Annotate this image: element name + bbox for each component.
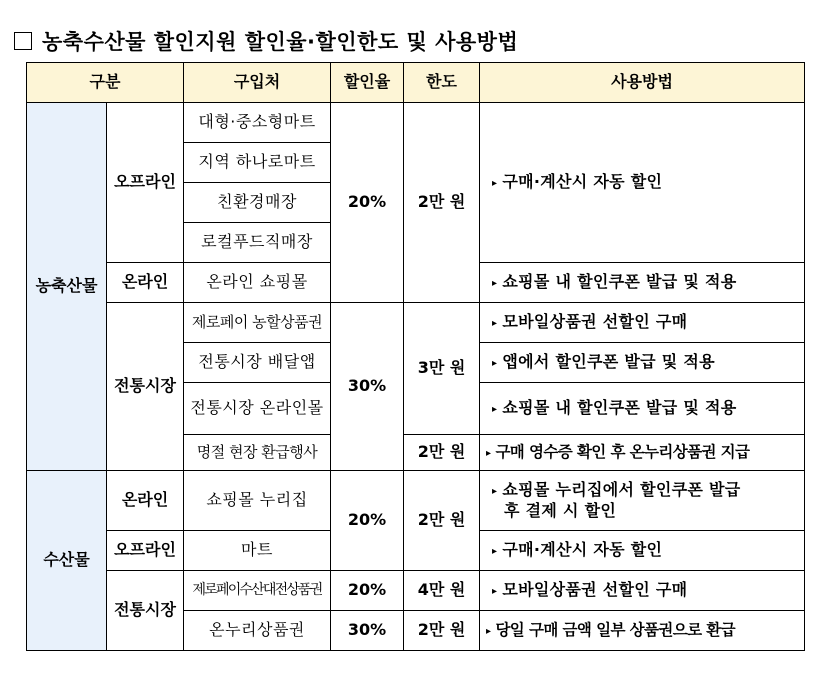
subcategory-seafood-market: 전통시장	[107, 571, 184, 651]
bullet-icon: ▸	[492, 404, 498, 416]
bullet-icon: ▸	[492, 586, 498, 598]
store-cell: 제로페이 농할상품권	[184, 303, 331, 343]
method-cell: ▸ 쇼핑몰 누리집에서 할인쿠폰 발급 후 결제 시 할인	[480, 471, 805, 531]
method-cell: ▸ 구매·계산시 자동 할인	[480, 531, 805, 571]
bullet-icon: ▸	[492, 178, 498, 190]
bullet-icon: ▸	[492, 485, 498, 497]
store-cell: 명절 현장 환급행사	[184, 435, 331, 471]
store-cell: 쇼핑몰 누리집	[184, 471, 331, 531]
header-limit: 한도	[404, 63, 480, 103]
store-cell: 친환경매장	[184, 183, 331, 223]
method-cell: ▸ 쇼핑몰 내 할인쿠폰 발급 및 적용	[480, 383, 805, 435]
rate-cell: 30%	[331, 611, 404, 651]
table-row	[27, 103, 805, 143]
method-cell: ▸ 구매·계산시 자동 할인	[480, 103, 805, 263]
limit-cell: 2만 원	[404, 103, 480, 303]
store-cell: 지역 하나로마트	[184, 143, 331, 183]
checkbox-square-icon	[14, 32, 32, 50]
limit-cell: 3만 원	[404, 303, 480, 435]
store-cell: 대형·중소형마트	[184, 103, 331, 143]
header-method: 사용방법	[480, 63, 805, 103]
limit-cell: 2만 원	[404, 435, 480, 471]
store-cell: 온누리상품권	[184, 611, 331, 651]
bullet-icon: ▸	[492, 358, 498, 370]
rate-cell: 30%	[331, 303, 404, 471]
store-cell: 전통시장 배달앱	[184, 343, 331, 383]
table-row	[27, 303, 805, 343]
rate-cell: 20%	[331, 571, 404, 611]
limit-cell: 4만 원	[404, 571, 480, 611]
page-title-text: 농축수산물 할인지원 할인율·할인한도 및 사용방법	[42, 30, 519, 54]
category-seafood: 수산물	[27, 471, 107, 651]
store-cell: 로컬푸드직매장	[184, 223, 331, 263]
limit-cell: 2만 원	[404, 611, 480, 651]
bullet-icon: ▸	[492, 278, 498, 290]
method-cell: ▸ 앱에서 할인쿠폰 발급 및 적용	[480, 343, 805, 383]
bullet-icon: ▸	[492, 318, 498, 330]
subcategory-livestock-market: 전통시장	[107, 303, 184, 471]
header-store: 구입처	[184, 63, 331, 103]
subcategory-livestock-online: 온라인	[107, 263, 184, 303]
bullet-icon: ▸	[492, 546, 498, 558]
method-cell: ▸ 모바일상품권 선할인 구매	[480, 571, 805, 611]
limit-cell: 2만 원	[404, 471, 480, 571]
method-cell: ▸ 쇼핑몰 내 할인쿠폰 발급 및 적용	[480, 263, 805, 303]
discount-table	[26, 62, 805, 651]
store-cell: 마트	[184, 531, 331, 571]
header-rate: 할인율	[331, 63, 404, 103]
rate-cell: 20%	[331, 103, 404, 303]
header-category: 구분	[27, 63, 184, 103]
method-cell: ▸ 모바일상품권 선할인 구매	[480, 303, 805, 343]
store-cell: 온라인 쇼핑몰	[184, 263, 331, 303]
category-livestock: 농축산물	[27, 103, 107, 471]
table-row	[27, 571, 805, 611]
method-cell: ▸ 구매 영수증 확인 후 온누리상품권 지급	[480, 435, 805, 471]
store-cell: 전통시장 온라인몰	[184, 383, 331, 435]
bullet-icon: ▸	[486, 626, 491, 638]
table-row	[27, 471, 805, 531]
rate-cell: 20%	[331, 471, 404, 571]
method-cell: ▸ 당일 구매 금액 일부 상품권으로 환급	[480, 611, 805, 651]
subcategory-seafood-offline: 오프라인	[107, 531, 184, 571]
table-header-row	[27, 63, 805, 103]
page-title	[14, 26, 518, 56]
subcategory-livestock-offline: 오프라인	[107, 103, 184, 263]
store-cell: 제로페이수산대전상품권	[184, 571, 331, 611]
subcategory-seafood-online: 온라인	[107, 471, 184, 531]
bullet-icon: ▸	[486, 448, 491, 460]
